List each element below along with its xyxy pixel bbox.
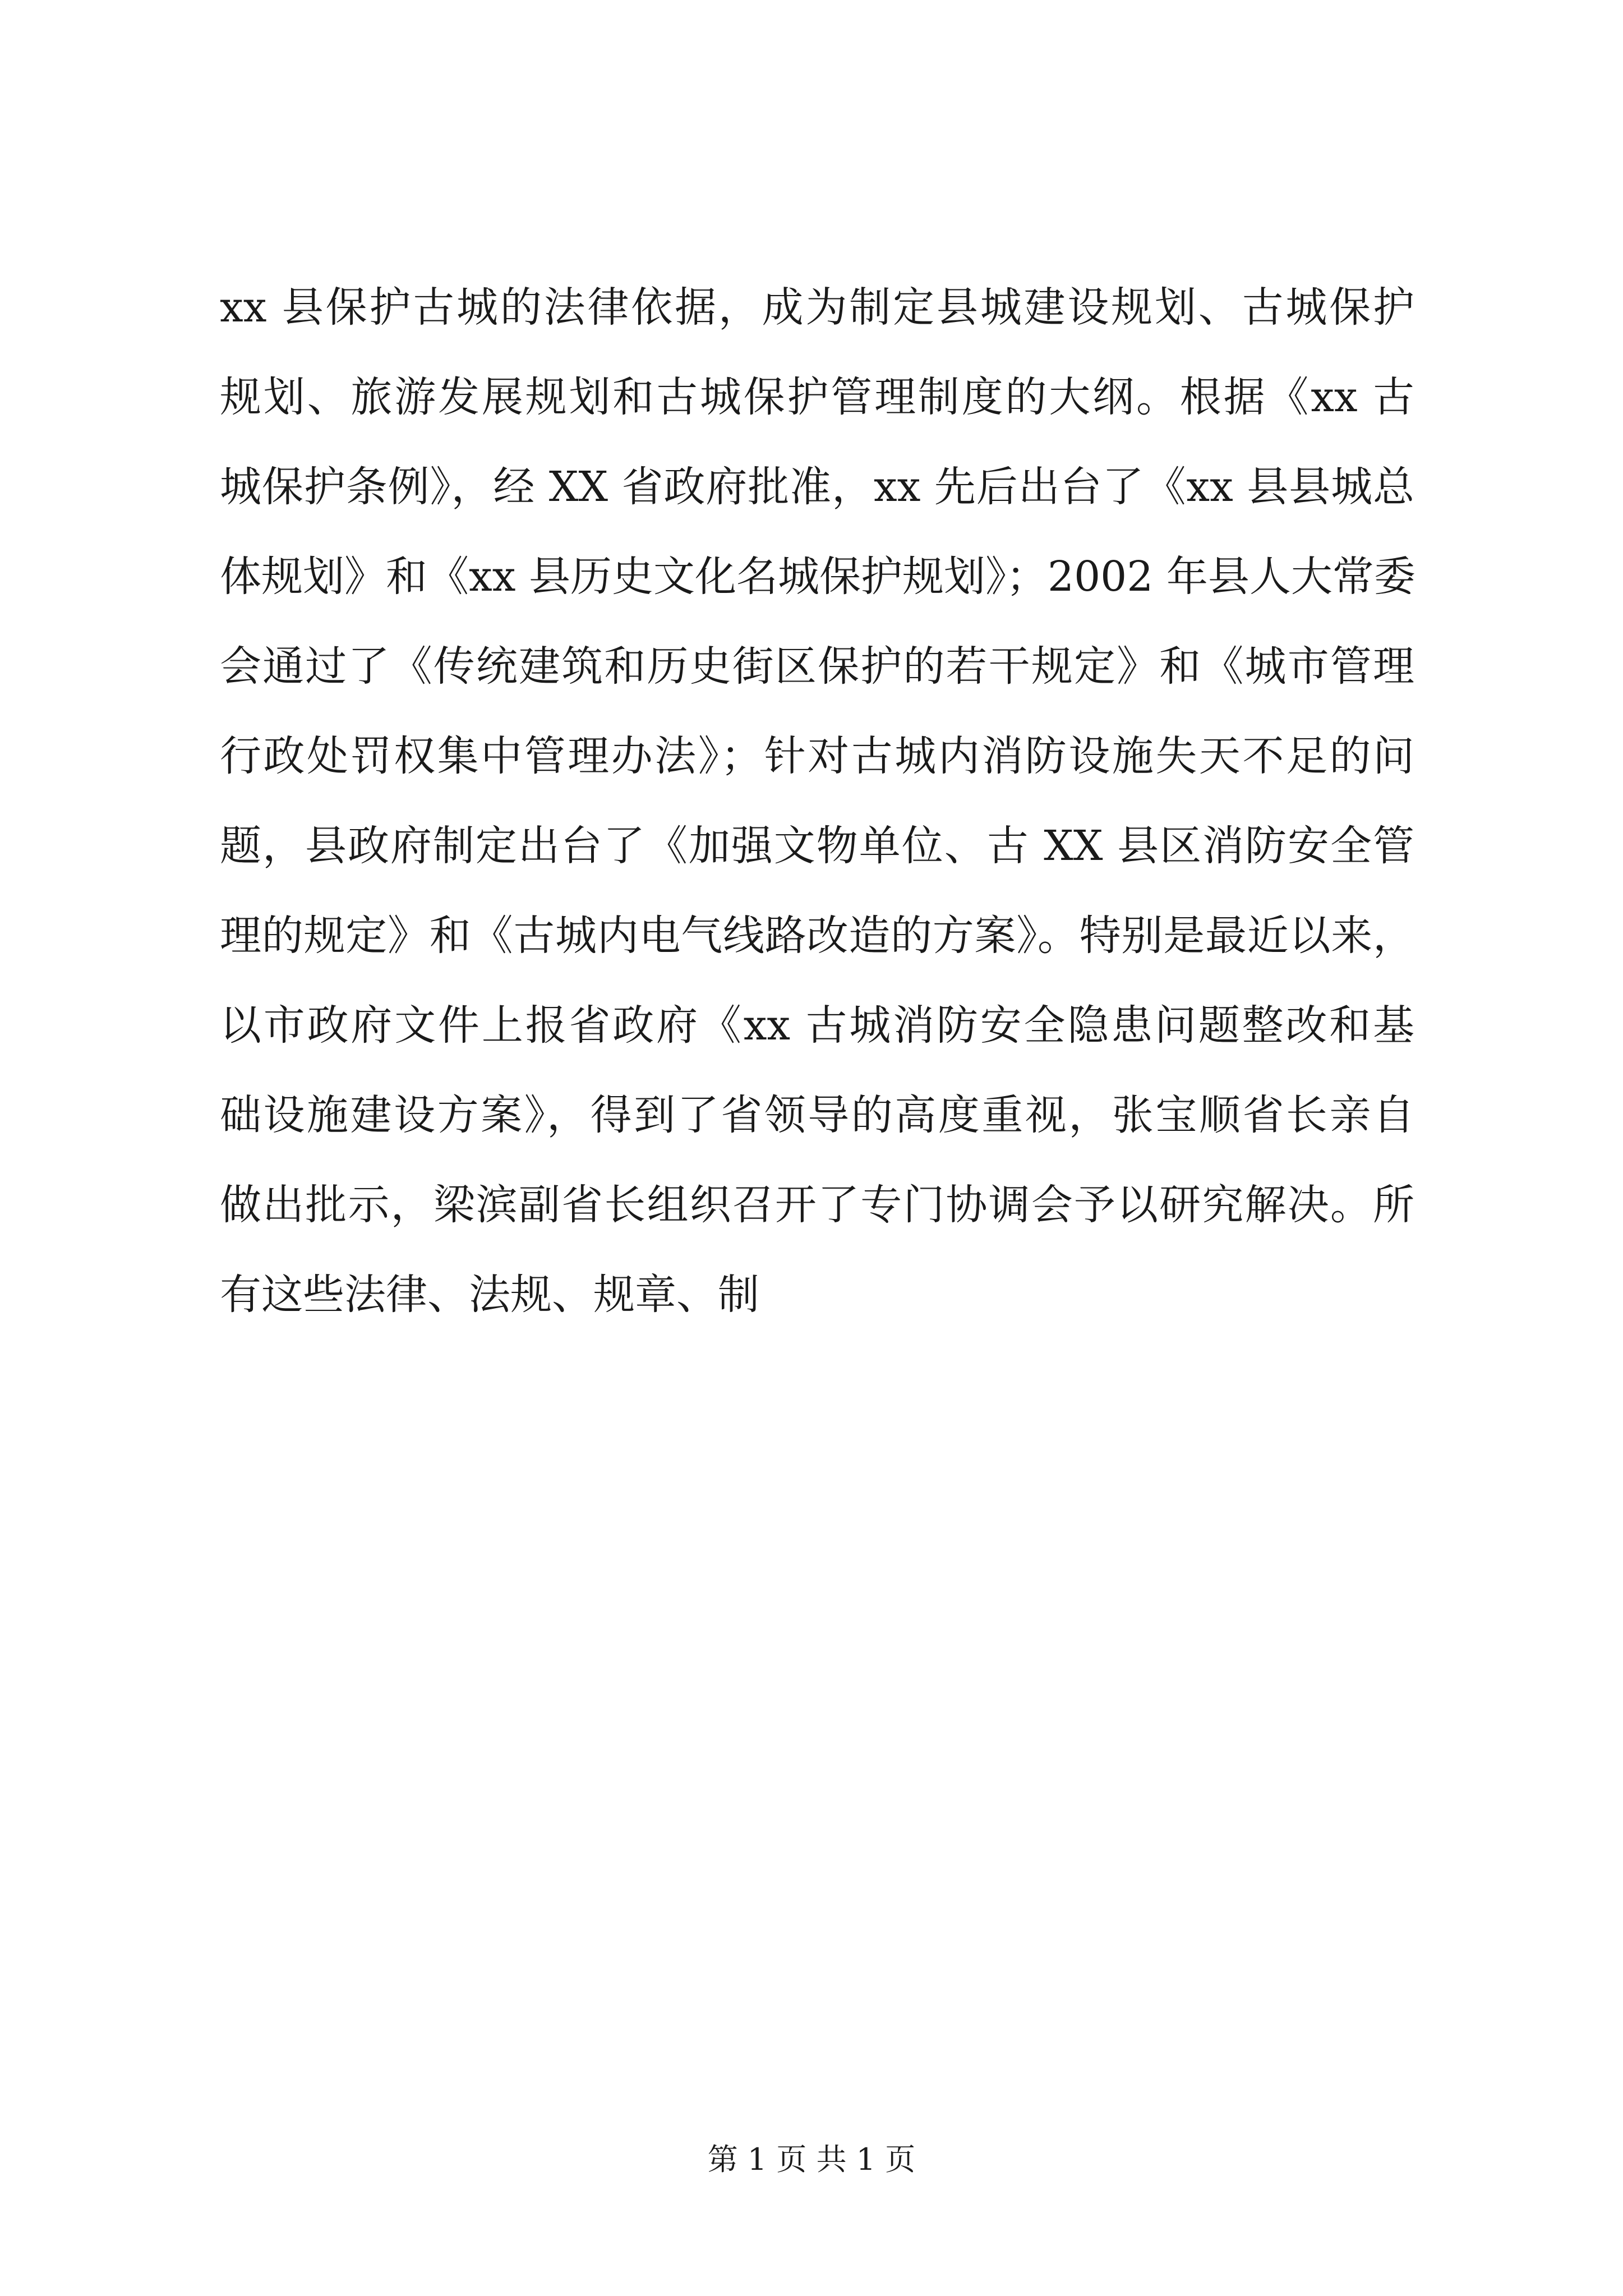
text-line: 有这些法律、法规、规章、制: [220, 1271, 759, 1319]
text-line: 规划、旅游发展规划和古城保护管理制度的大纲。根据《xx 古: [220, 373, 1414, 421]
text-line: 础设施建设方案》，得到了省领导的高度重视，张宝顺省长亲自: [220, 1091, 1414, 1139]
page-footer: [0, 2137, 1623, 2182]
text-line: xx 县保护古城的法律依据，成为制定县城建设规划、古城保护: [220, 283, 1414, 332]
body-paragraph: [220, 263, 1414, 1340]
text-line: 以市政府文件上报省政府《xx 古城消防安全隐患问题整改和基: [220, 1001, 1414, 1050]
text-line: 行政处罚权集中管理办法》；针对古城内消防设施失天不足的问: [220, 732, 1414, 780]
text-line: 题，县政府制定出台了《加强文物单位、古 XX 县区消防安全管: [220, 822, 1414, 870]
text-line: 做出批示，梁滨副省长组织召开了专门协调会予以研究解决。所: [220, 1181, 1414, 1229]
text-line: 体规划》和《xx 县历史文化名城保护规划》；2002 年县人大常委: [220, 553, 1415, 601]
text-line: 会通过了《传统建筑和历史街区保护的若干规定》和《城市管理: [220, 642, 1414, 691]
page-number: 第 1 页 共 1 页: [707, 2142, 916, 2177]
text-line: 理的规定》和《古城内电气线路改造的方案》。特别是最近以来，: [220, 912, 1414, 960]
text-line: 城保护条例》，经 XX 省政府批准，xx 先后出台了《xx 县县城总: [220, 463, 1414, 511]
